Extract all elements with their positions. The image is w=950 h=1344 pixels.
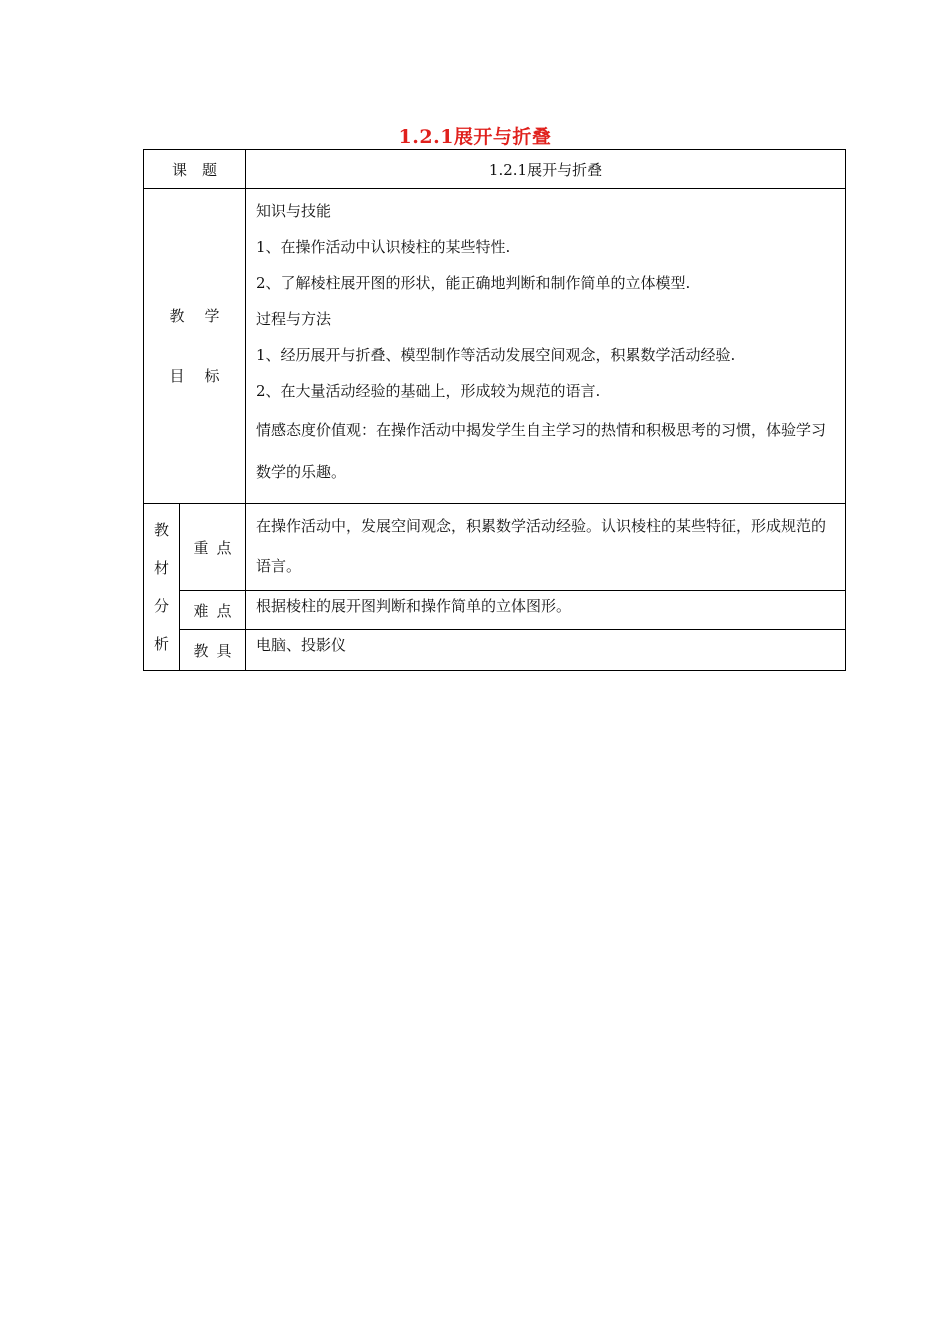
objectives-label-line2: 目标 <box>169 367 240 385</box>
page-title: 1.2.1展开与折叠 <box>398 126 552 148</box>
objective-line: 1、在操作活动中认识棱柱的某些特性. <box>256 238 511 256</box>
tools-label: 教具 <box>180 630 246 671</box>
analysis-label <box>144 504 180 671</box>
analysis-label-char: 教 <box>153 521 169 539</box>
difficulty-label: 难点 <box>180 591 246 630</box>
key-point-row <box>144 504 846 591</box>
objectives-content <box>246 189 846 504</box>
topic-row <box>144 150 846 189</box>
objective-line: 过程与方法 <box>256 310 332 328</box>
tools-value: 电脑、投影仪 <box>246 630 846 671</box>
key-point-value: 在操作活动中，发展空间观念，积累数学活动经验。认识棱柱的某些特征，形成规范的语言。 <box>246 504 846 591</box>
key-point-label: 重点 <box>180 504 246 591</box>
analysis-label-char: 分 <box>153 597 169 615</box>
objective-line: 知识与技能 <box>256 202 332 220</box>
objective-line: 情感态度价值观：在操作活动中揭发学生自主学习的热情和积极思考的习惯，体验学习数学的乐趣。 <box>256 421 827 481</box>
objective-line: 2、了解棱柱展开图的形状，能正确地判断和制作简单的立体模型. <box>256 274 691 292</box>
topic-label: 课 题 <box>144 150 246 189</box>
difficulty-row <box>144 591 846 630</box>
lesson-plan-table <box>143 149 846 671</box>
difficulty-value: 根据棱柱的展开图判断和操作简单的立体图形。 <box>246 591 846 630</box>
topic-value: 1.2.1展开与折叠 <box>246 150 846 189</box>
objective-line: 2、在大量活动经验的基础上，形成较为规范的语言. <box>256 382 601 400</box>
objectives-label <box>144 189 246 504</box>
analysis-label-char: 析 <box>153 635 169 653</box>
analysis-label-char: 材 <box>153 559 169 577</box>
tools-row <box>144 630 846 671</box>
objective-line: 1、经历展开与折叠、模型制作等活动发展空间观念，积累数学活动经验. <box>256 346 736 364</box>
objectives-row <box>144 189 846 504</box>
objectives-label-line1: 教学 <box>169 307 240 325</box>
